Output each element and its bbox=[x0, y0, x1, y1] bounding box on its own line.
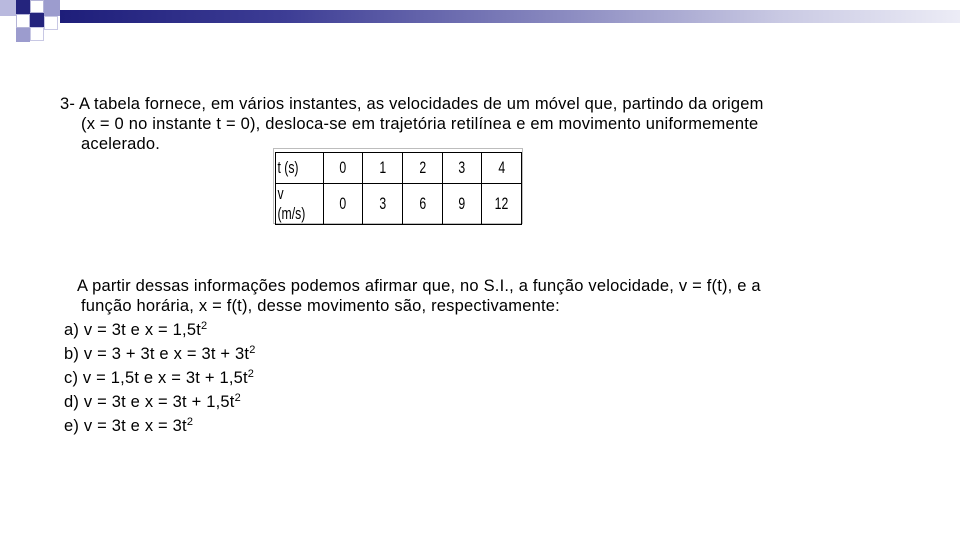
decor-square bbox=[44, 16, 58, 30]
decor-square bbox=[16, 28, 30, 42]
prompt-line-1: A partir dessas informações podemos afirmar que, no S.I., a função velocidade, v = f(t), e a bbox=[77, 277, 761, 295]
option-a: a) v = 3t e $x = 1,5t^2$ bbox=[64, 320, 208, 339]
prompt-line-2: função horária, x = f(t), desse movimento são, respectivamente: bbox=[81, 297, 560, 315]
table-cell: 3 bbox=[363, 184, 403, 225]
decor-square bbox=[16, 0, 30, 14]
question-line-3: acelerado. bbox=[81, 135, 161, 153]
option-b: b) v = 3 + 3t e $x = 3t + 3t^2$ bbox=[64, 344, 256, 363]
table-cell: 1 bbox=[363, 153, 403, 184]
table-cell: 6 bbox=[403, 184, 443, 225]
table-cell: 3 bbox=[442, 153, 482, 184]
option-c: c) v = 1,5t e $x = 3t + 1,5t^2$ bbox=[64, 368, 255, 387]
table-row-header: t (s) bbox=[276, 153, 324, 184]
question-line-2: (x = 0 no instante t = 0), desloca-se em trajetória retilínea e em movimento uniformemente bbox=[81, 115, 759, 133]
velocity-table bbox=[275, 152, 522, 225]
decor-square bbox=[30, 0, 44, 13]
question-line-1: 3- A tabela fornece, em vários instantes, as velocidades de um móvel que, partindo da origem bbox=[60, 95, 764, 113]
table-cell: 12 bbox=[482, 184, 522, 225]
table-row bbox=[276, 184, 522, 225]
decor-square bbox=[30, 27, 44, 41]
decor-square bbox=[44, 0, 60, 16]
decor-square bbox=[16, 14, 30, 28]
table-cell: 0 bbox=[323, 153, 363, 184]
table-cell: 0 bbox=[323, 184, 363, 225]
header-gradient-bar bbox=[60, 10, 960, 23]
option-d: d) v = 3t e $x = 3t + 1,5t^2$ bbox=[64, 392, 241, 411]
velocity-table-frame bbox=[273, 148, 523, 224]
table-cell: 4 bbox=[482, 153, 522, 184]
decor-square bbox=[30, 13, 44, 27]
table-row-header: v (m/s) bbox=[276, 184, 324, 225]
decor-square bbox=[0, 0, 16, 16]
table-cell: 2 bbox=[403, 153, 443, 184]
option-e: e) v = 3t e $x = 3t^2$ bbox=[64, 416, 194, 435]
table-cell: 9 bbox=[442, 184, 482, 225]
table-row bbox=[276, 153, 522, 184]
